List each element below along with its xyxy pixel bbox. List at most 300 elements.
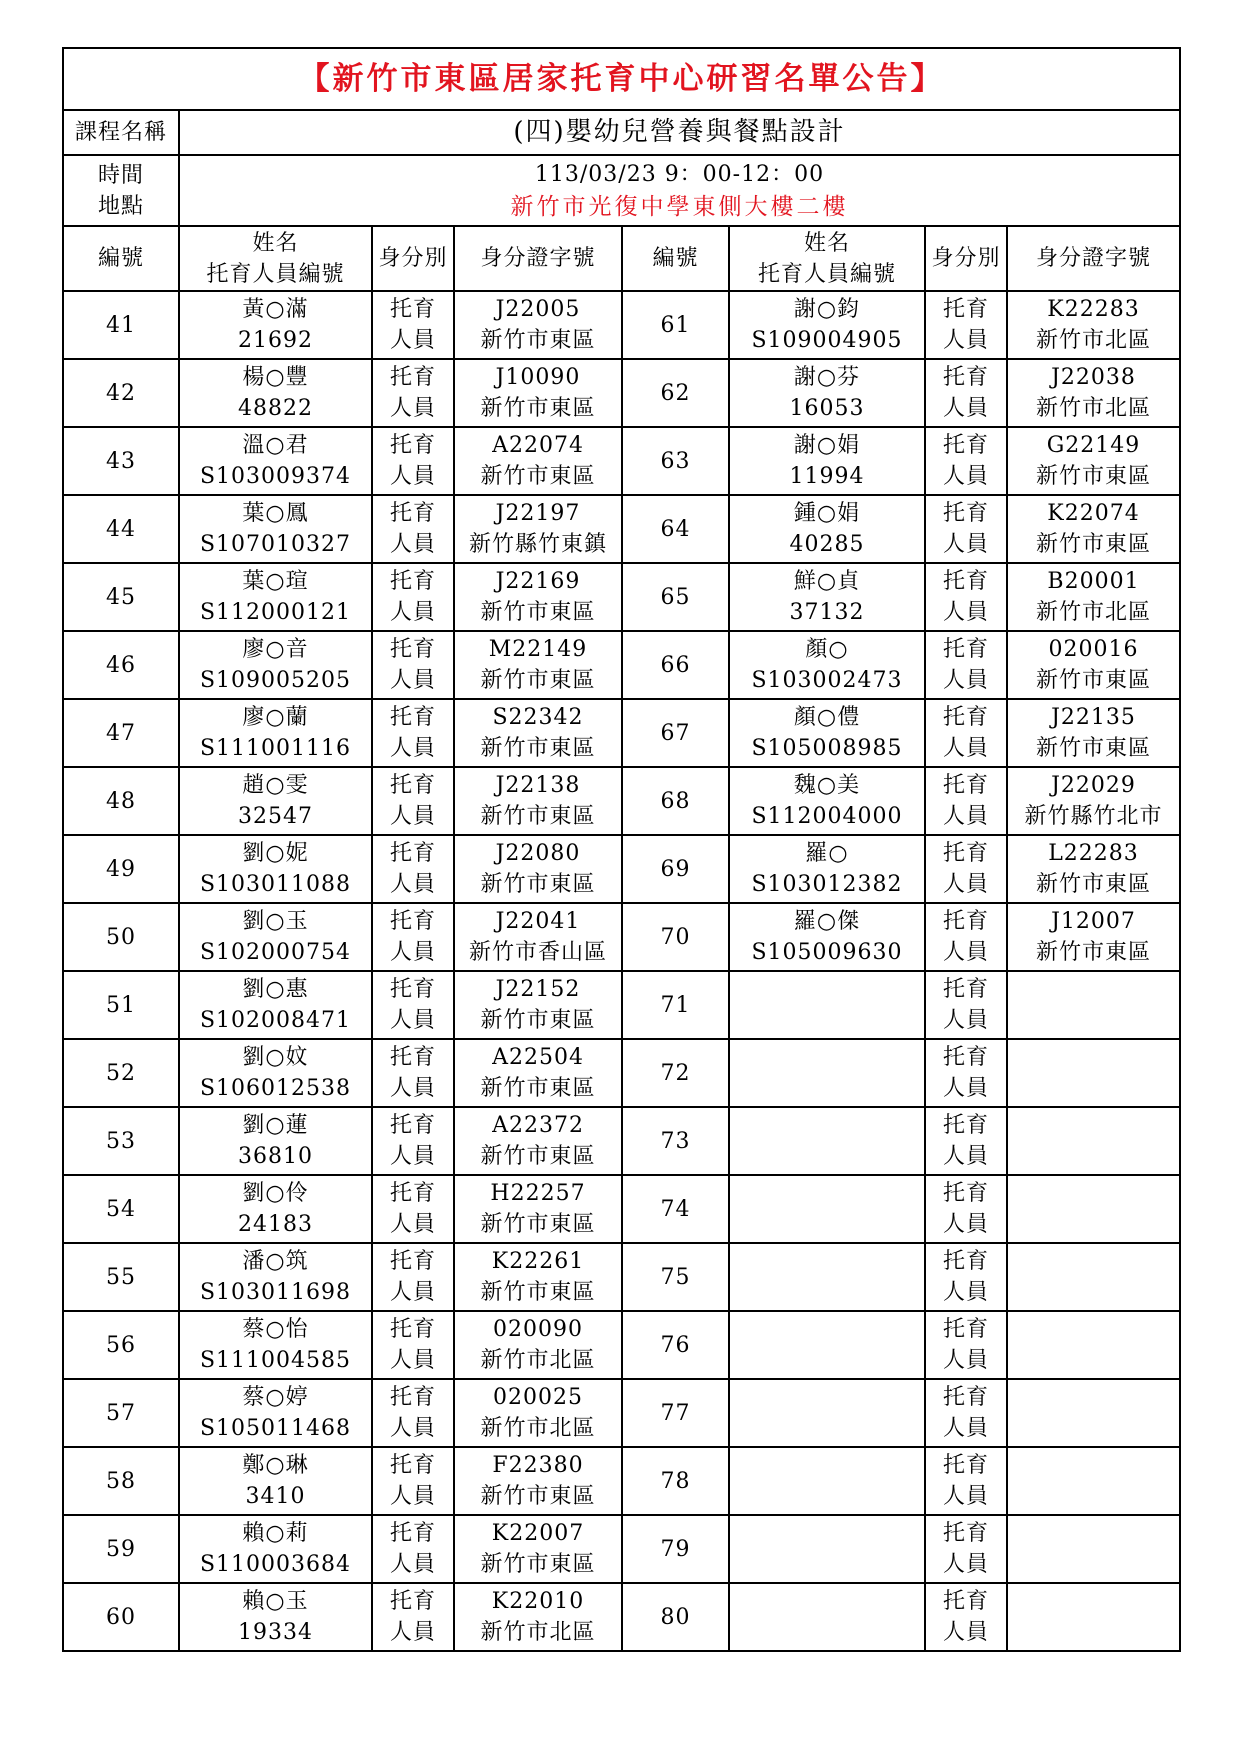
entry-id-number: F22380 [492,1453,584,1478]
header-id-number: 身分證字號 [454,226,622,291]
entry-number: 72 [622,1039,729,1107]
entry-name: 羅○傑 [793,909,861,934]
entry-identity-cell [925,767,1007,835]
entry-number: 58 [63,1447,179,1515]
entry-identity-cell [925,1583,1007,1651]
entry-identity-line2: 人員 [389,1212,436,1237]
entry-identity-line2: 人員 [389,1484,436,1509]
entry-number: 78 [622,1447,729,1515]
entry-name-cell [179,1311,372,1379]
entry-id-cell [1007,1039,1180,1107]
table-row [63,1447,1180,1515]
entry-id-cell [1007,495,1180,563]
entry-caregiver-code: S105008985 [751,736,903,761]
entry-number: 57 [63,1379,179,1447]
entry-identity-line2: 人員 [942,464,989,489]
entry-id-number: J22169 [495,569,581,594]
entry-number: 42 [63,359,179,427]
entry-number: 59 [63,1515,179,1583]
entry-number: 71 [622,971,729,1039]
entry-number: 68 [622,767,729,835]
time-place-values [179,155,1180,226]
entry-id-cell [1007,835,1180,903]
entry-identity-line2: 人員 [389,668,436,693]
entry-number: 44 [63,495,179,563]
entry-identity-cell [925,971,1007,1039]
entry-identity-line2: 人員 [942,532,989,557]
entry-identity-cell [372,631,454,699]
entry-name-cell [179,631,372,699]
entry-name: 潘○筑 [242,1249,309,1274]
entry-identity-line1: 托育 [389,1113,436,1138]
entry-name: 劉○妮 [242,841,309,866]
entry-id-cell [1007,1311,1180,1379]
entry-area: 新竹縣竹北市 [1024,804,1163,829]
entry-area: 新竹市北區 [480,1620,596,1645]
entry-identity-line1: 托育 [942,365,989,390]
entry-id-number: 020025 [493,1385,583,1410]
entry-identity-cell [372,1447,454,1515]
table-row [63,1515,1180,1583]
entry-number: 79 [622,1515,729,1583]
entry-number: 62 [622,359,729,427]
table-row [63,767,1180,835]
header-identity: 身分別 [372,226,454,291]
entry-identity-cell [925,359,1007,427]
entry-id-cell [454,699,622,767]
entry-id-number: A22074 [492,433,584,458]
entry-number: 64 [622,495,729,563]
entry-identity-line2: 人員 [389,532,436,557]
entry-identity-cell [372,427,454,495]
entry-number: 51 [63,971,179,1039]
table-row [63,631,1180,699]
entry-identity-line2: 人員 [389,600,436,625]
entry-id-cell [1007,563,1180,631]
entry-identity-line1: 托育 [942,773,989,798]
entry-id-cell [454,495,622,563]
entry-id-cell [454,1379,622,1447]
entry-identity-line1: 托育 [942,1589,989,1614]
entry-identity-line1: 托育 [942,1113,989,1138]
session-place: 新竹市光復中學東側大樓二樓 [510,193,849,220]
entry-id-number: J12007 [1051,909,1136,934]
entry-id-cell [1007,1107,1180,1175]
entry-caregiver-code: S105011468 [199,1416,352,1441]
entry-identity-line1: 托育 [389,841,436,866]
entry-id-cell [454,1515,622,1583]
entry-id-number: J22005 [495,297,581,322]
entry-name: 賴○玉 [242,1589,309,1614]
entry-id-cell [454,563,622,631]
entry-name: 劉○玉 [242,909,309,934]
entry-id-cell [1007,767,1180,835]
entry-number: 76 [622,1311,729,1379]
entry-identity-cell [925,427,1007,495]
entry-identity-cell [925,1515,1007,1583]
entry-identity-line2: 人員 [942,1484,989,1509]
entry-name: 蔡○婷 [242,1385,309,1410]
entry-name-cell [179,427,372,495]
entry-name-cell [729,971,925,1039]
entry-identity-line2: 人員 [389,1620,436,1645]
entry-name: 劉○妏 [242,1045,309,1070]
page-title: 【新竹市東區居家托育中心研習名單公告】 [63,48,1180,110]
session-time: 113/03/23 9：00-12：00 [534,161,825,187]
entry-identity-cell [372,563,454,631]
entry-id-cell [454,903,622,971]
entry-id-cell [454,1243,622,1311]
table-row [63,903,1180,971]
entry-name-cell [179,359,372,427]
entry-name-cell [729,631,925,699]
entry-id-number: H22257 [490,1181,586,1206]
entry-identity-line1: 托育 [942,1249,989,1274]
header-id-number: 身分證字號 [1007,226,1180,291]
entry-name: 賴○莉 [242,1521,309,1546]
entry-id-cell [1007,427,1180,495]
table-row [63,1311,1180,1379]
entry-id-cell [1007,631,1180,699]
entry-identity-line2: 人員 [942,1076,989,1101]
course-name: (四)嬰幼兒營養與餐點設計 [179,110,1180,155]
table-row [63,1039,1180,1107]
entry-name: 鍾○娟 [793,501,861,526]
entry-identity-cell [372,1107,454,1175]
entry-area: 新竹市東區 [480,464,596,489]
table-row [63,495,1180,563]
entry-number: 56 [63,1311,179,1379]
header-number: 編號 [63,226,179,291]
entry-name-cell [729,1379,925,1447]
entry-identity-line1: 托育 [389,501,436,526]
entry-identity-line2: 人員 [389,1076,436,1101]
entry-area: 新竹市北區 [480,1416,596,1441]
entry-name-cell [179,835,372,903]
entry-area: 新竹市東區 [480,736,596,761]
entry-identity-line2: 人員 [389,396,436,421]
entry-identity-cell [372,1175,454,1243]
entry-identity-line1: 托育 [942,1181,989,1206]
table-row [63,427,1180,495]
entry-number: 61 [622,291,729,359]
header-name-line1: 姓名 [252,230,299,256]
entry-area: 新竹市東區 [480,1076,596,1101]
entry-identity-cell [372,1243,454,1311]
entry-area: 新竹市東區 [480,1280,596,1305]
entry-name-cell [179,699,372,767]
entry-name: 鄭○琳 [242,1453,309,1478]
entry-number: 47 [63,699,179,767]
entry-name-cell [179,291,372,359]
entry-caregiver-code: S111004585 [199,1348,352,1373]
entry-id-number: J22041 [495,909,581,934]
entry-id-cell [454,835,622,903]
entry-identity-line2: 人員 [942,940,989,965]
entry-area: 新竹市東區 [1035,736,1151,761]
entry-identity-line2: 人員 [389,1144,436,1169]
entry-identity-cell [372,1311,454,1379]
entry-area: 新竹市東區 [480,1552,596,1577]
entry-area: 新竹市東區 [480,872,596,897]
entry-id-cell [454,767,622,835]
entry-area: 新竹市東區 [480,600,596,625]
entry-caregiver-code: S102008471 [199,1008,352,1033]
entry-number: 77 [622,1379,729,1447]
entry-identity-cell [372,699,454,767]
entry-id-cell [1007,1515,1180,1583]
entry-identity-cell [372,1379,454,1447]
entry-id-number: M22149 [488,637,588,662]
time-label: 時間 [97,162,144,188]
entry-id-number: K22074 [1047,501,1140,526]
entry-name: 羅○ [805,841,849,866]
entry-identity-cell [925,1039,1007,1107]
entry-name-cell [729,699,925,767]
entry-id-cell [1007,699,1180,767]
header-name-line2: 托育人員編號 [206,261,345,287]
entry-number: 70 [622,903,729,971]
entry-caregiver-code: S103012382 [751,872,903,897]
entry-identity-line2: 人員 [389,1280,436,1305]
entry-area: 新竹市東區 [480,668,596,693]
roster-table [62,47,1181,1652]
entry-identity-cell [372,971,454,1039]
entry-identity-line1: 托育 [942,433,989,458]
entry-id-number: S22342 [492,705,584,730]
table-row [63,1175,1180,1243]
entry-identity-line2: 人員 [942,1280,989,1305]
entry-name-cell [729,1243,925,1311]
entry-id-number: 020016 [1048,637,1139,662]
entry-name-cell [729,1515,925,1583]
entry-name: 溫○君 [242,433,309,458]
entry-identity-line1: 托育 [389,1045,436,1070]
entry-identity-cell [925,495,1007,563]
entry-name: 廖○蘭 [242,705,309,730]
entry-name: 謝○芬 [793,365,861,390]
entry-name-cell [179,971,372,1039]
entry-id-number: J22152 [495,977,581,1002]
entry-number: 80 [622,1583,729,1651]
entry-caregiver-code: 19334 [238,1620,313,1645]
entry-area: 新竹市東區 [480,396,596,421]
entry-id-number: K22283 [1047,297,1140,322]
entry-name-cell [729,903,925,971]
entry-id-cell [1007,903,1180,971]
header-identity: 身分別 [925,226,1007,291]
entry-name-cell [729,495,925,563]
entry-area: 新竹市東區 [480,328,596,353]
entry-name: 蔡○怡 [242,1317,309,1342]
entry-name-cell [729,359,925,427]
entry-number: 65 [622,563,729,631]
entry-caregiver-code: S106012538 [199,1076,352,1101]
entry-caregiver-code: 3410 [245,1484,306,1509]
entry-identity-line1: 托育 [389,365,436,390]
entry-id-cell [1007,359,1180,427]
entry-name: 劉○伶 [242,1181,309,1206]
entry-caregiver-code: 11994 [789,464,865,489]
entry-name-cell [179,1515,372,1583]
entry-identity-cell [925,1379,1007,1447]
entry-number: 49 [63,835,179,903]
table-row [63,1583,1180,1651]
entry-identity-cell [372,1039,454,1107]
course-label: 課程名稱 [63,110,179,155]
entry-name-cell [729,835,925,903]
entry-name: 葉○瑄 [242,569,309,594]
entry-name-cell [179,1379,372,1447]
entry-identity-line2: 人員 [389,1348,436,1373]
entry-id-number: A22372 [492,1113,584,1138]
entry-identity-line1: 托育 [389,1249,436,1274]
entry-identity-line1: 托育 [389,1181,436,1206]
entry-number: 73 [622,1107,729,1175]
entry-identity-line1: 托育 [389,297,436,322]
entry-name: 趙○雯 [242,773,309,798]
entry-identity-line2: 人員 [942,1620,989,1645]
table-row [63,563,1180,631]
entry-number: 43 [63,427,179,495]
entry-name: 謝○鈞 [793,297,861,322]
entry-identity-cell [372,359,454,427]
entry-name: 魏○美 [793,773,861,798]
entry-caregiver-code: S103011698 [199,1280,352,1305]
header-name [179,226,372,291]
entry-identity-line2: 人員 [389,940,436,965]
entry-identity-cell [925,835,1007,903]
entry-identity-line2: 人員 [942,600,989,625]
entry-id-cell [1007,291,1180,359]
table-row [63,835,1180,903]
entry-area: 新竹縣竹東鎮 [468,532,607,557]
entry-number: 52 [63,1039,179,1107]
entry-name-cell [729,1311,925,1379]
entry-identity-line2: 人員 [942,328,989,353]
entry-id-number: L22283 [1048,841,1139,866]
table-row [63,1243,1180,1311]
table-row [63,1107,1180,1175]
entry-identity-line1: 托育 [942,977,989,1002]
entry-caregiver-code: S102000754 [199,940,352,965]
entry-identity-line1: 托育 [942,1045,989,1070]
entry-name-cell [729,1447,925,1515]
table-row [63,291,1180,359]
entry-identity-cell [925,1243,1007,1311]
entry-id-cell [454,1175,622,1243]
entry-area: 新竹市北區 [1035,328,1151,353]
entry-identity-cell [925,631,1007,699]
entry-number: 67 [622,699,729,767]
entry-name-cell [179,1583,372,1651]
entry-name-cell [729,1039,925,1107]
entry-identity-line2: 人員 [942,1348,989,1373]
entry-id-cell [1007,971,1180,1039]
entry-identity-line1: 托育 [389,433,436,458]
entry-name: 葉○鳳 [242,501,309,526]
entry-identity-line1: 托育 [942,1521,989,1546]
entry-identity-line2: 人員 [942,1416,989,1441]
entry-identity-line1: 托育 [942,637,989,662]
entry-name: 黃○滿 [242,297,309,322]
entry-area: 新竹市北區 [480,1348,596,1373]
entry-number: 60 [63,1583,179,1651]
header-name-line1: 姓名 [803,230,850,256]
entry-id-number: 020090 [493,1317,583,1342]
entry-identity-cell [372,767,454,835]
entry-identity-line1: 托育 [389,977,436,1002]
entry-name-cell [179,903,372,971]
entry-caregiver-code: S112004000 [751,804,903,829]
entry-identity-line2: 人員 [942,1144,989,1169]
entry-identity-cell [372,1515,454,1583]
entry-identity-line2: 人員 [942,1552,989,1577]
entry-area: 新竹市東區 [480,1212,596,1237]
entry-caregiver-code: S111001116 [199,736,352,761]
entry-caregiver-code: S112000121 [199,600,352,625]
entry-id-number: J22138 [495,773,581,798]
entry-number: 63 [622,427,729,495]
entry-name-cell [179,1447,372,1515]
entry-id-number: J22038 [1051,365,1136,390]
entry-id-number: J10090 [495,365,581,390]
entry-caregiver-code: 21692 [238,328,313,353]
entry-identity-line1: 托育 [389,1385,436,1410]
header-number: 編號 [622,226,729,291]
entry-number: 50 [63,903,179,971]
entry-area: 新竹市東區 [1035,668,1151,693]
entry-caregiver-code: S105009630 [751,940,903,965]
table-row [63,699,1180,767]
entry-name-cell [729,1175,925,1243]
entry-identity-line2: 人員 [942,804,989,829]
entry-number: 75 [622,1243,729,1311]
entry-name: 劉○蓮 [242,1113,309,1138]
entry-identity-line2: 人員 [942,396,989,421]
entry-name-cell [729,563,925,631]
entry-id-number: J22029 [1051,773,1136,798]
entry-caregiver-code: S103002473 [751,668,903,693]
entry-number: 48 [63,767,179,835]
entry-identity-line1: 托育 [942,909,989,934]
entry-number: 46 [63,631,179,699]
entry-id-number: K22261 [491,1249,585,1274]
entry-number: 53 [63,1107,179,1175]
entry-area: 新竹市香山區 [468,940,607,965]
entry-caregiver-code: 36810 [238,1144,313,1169]
entry-caregiver-code: 24183 [238,1212,313,1237]
entry-id-number: G22149 [1046,433,1141,458]
entry-identity-line1: 托育 [942,841,989,866]
entry-identity-line1: 托育 [389,1317,436,1342]
entry-identity-cell [925,1107,1007,1175]
entry-id-number: J22197 [495,501,581,526]
entry-id-number: K22007 [491,1521,585,1546]
entry-identity-cell [925,903,1007,971]
entry-identity-line2: 人員 [389,736,436,761]
entry-caregiver-code: S103011088 [199,872,352,897]
header-name [729,226,925,291]
table-row [63,359,1180,427]
entry-caregiver-code: S107010327 [199,532,352,557]
entry-id-number: J22135 [1051,705,1136,730]
entry-identity-line2: 人員 [389,804,436,829]
entry-name-cell [179,495,372,563]
entry-identity-cell [925,1447,1007,1515]
entry-name-cell [179,1175,372,1243]
entry-identity-line1: 托育 [389,909,436,934]
